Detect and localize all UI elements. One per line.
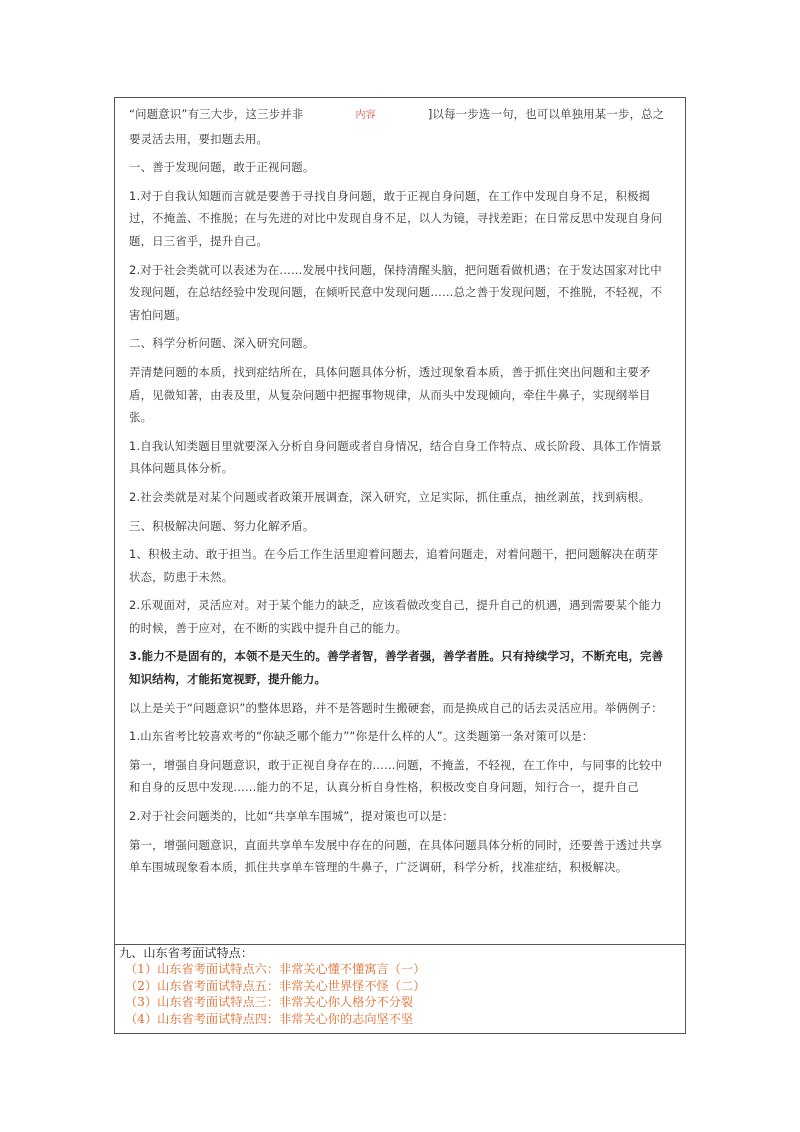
article-paragraph: 1.山东省考比较喜欢考的“你缺乏哪个能力”“你是什么样的人”。这类题第一条对策可以是：	[129, 729, 594, 744]
article-paragraph: 1、积极主动、敢于担当。在今后工作生活里迎着问题去，追着问题走，对着问题干，把问题解决在萌芽状态，防患于未然。	[129, 547, 659, 584]
article-paragraph: 2.对于社会类就可以表述为在……发展中找问题，保持清醒头脑，把问题看做机遇；在于发达国家对比中发现问题，在总结经验中发现问题，在倾听民意中发现问题……总之善于发现问题，不推脱，不轻视，不害怕问题。	[129, 262, 663, 322]
feature-list-link[interactable]: （4）山东省考面试特点四：非常关心你的志向坚不坚	[125, 1011, 414, 1026]
article-paragraph: 2.对于社会问题类的，比如“共享单车围城”，提对策也可以是：	[129, 809, 454, 824]
article-paragraph: 3.能力不是固有的，本领不是天生的。善学者智，善学者强，善学者胜。只有持续学习，不断充电，完善知识结构，才能拓宽视野，提升能力。	[129, 649, 664, 687]
feature-list	[119, 961, 689, 1027]
feature-list-cell	[115, 945, 689, 1027]
article-paragraph: 1.自我认知类题目里就要深入分析自身问题或者自身情况，结合自身工作特点、成长阶段、具体工作情景具体问题具体分析。	[129, 438, 662, 476]
intro-paragraph	[129, 103, 669, 150]
article-paragraph: 第一，增强自身问题意识，敢于正视自身存在的……问题，不掩盖，不轻视，在工作中，与同事的比较中和自身的反思中发现……能力的不足，认真分析自身性格，积极改变自身问题，知行合一，提升自己	[129, 757, 663, 795]
article-paragraph: 第一，增强问题意识，直面共享单车发展中存在的问题，在具体问题具体分析的同时，还要善于透过共享单车围城现象看本质，抓住共享单车管理的牛鼻子，广泛调研，科学分析，找准症结，积极解决。	[129, 837, 663, 875]
feature-list-link[interactable]: （1）山东省考面试特点六：非常关心懂不懂寓言（一）	[125, 962, 426, 977]
intro-text-end: ]以每一步选一句，也可以单独用某一步，总之要灵活去用，要扣题去用。	[129, 107, 665, 146]
feature-list-link[interactable]: （2）山东省考面试特点五：非常关心世界怪不怪（二）	[125, 978, 426, 993]
paragraph-list	[129, 156, 669, 879]
article-paragraph: 二、科学分析问题、深入研究问题。	[129, 336, 315, 351]
article-paragraph: 一、善于发现问题，敢于正视问题。	[129, 160, 315, 175]
article-paragraph: 以上是关于“问题意识”的整体思路，并不是答题时生搬硬套，而是换成自己的话去灵活应用。举俩例子：	[129, 700, 663, 715]
article-paragraph: 2.社会类就是对某个问题或者政策开展调查，深入研究，立足实际，抓住重点，抽丝剥茧，找到病根。	[129, 489, 651, 504]
feature-list-title: 九、山东省考面试特点：	[119, 946, 254, 960]
intro-red-word: 内容	[355, 110, 376, 121]
article-paragraph: 2.乐观面对，灵活应对。对于某个能力的缺乏，应该看做改变自己，提升自己的机遇，遇到需要某个能力的时候，善于应对，在不断的实践中提升自己的能力。	[129, 598, 662, 635]
article-paragraph: 弄清楚问题的本质，找到症结所在，具体问题具体分析，透过现象看本质，善于抓住突出问题和主要矛盾，见微知著，由表及里，从复杂问题中把握事物规律，从而头中发现倾向，牵住牛鼻子，实现纲举目张。	[129, 364, 651, 425]
article-cell	[115, 98, 685, 945]
intro-text-start: “问题意识”有三大步，这三步并非	[129, 107, 304, 121]
feature-list-link[interactable]: （3）山东省考面试特点三：非常关心你人格分不分裂	[125, 995, 414, 1010]
document-frame	[114, 97, 686, 1034]
article-paragraph: 1.对于自我认知题而言就是要善于寻找自身问题，敢于正视自身问题，在工作中发现自身不足，积极揭过，不掩盖、不推脱；在与先进的对比中发现自身不足，以人为镜，寻找差距；在日常反思中发现自身问题，日三省乎，提升自己。	[129, 188, 663, 248]
article-paragraph: 三、积极解决问题、努力化解矛盾。	[129, 518, 315, 533]
